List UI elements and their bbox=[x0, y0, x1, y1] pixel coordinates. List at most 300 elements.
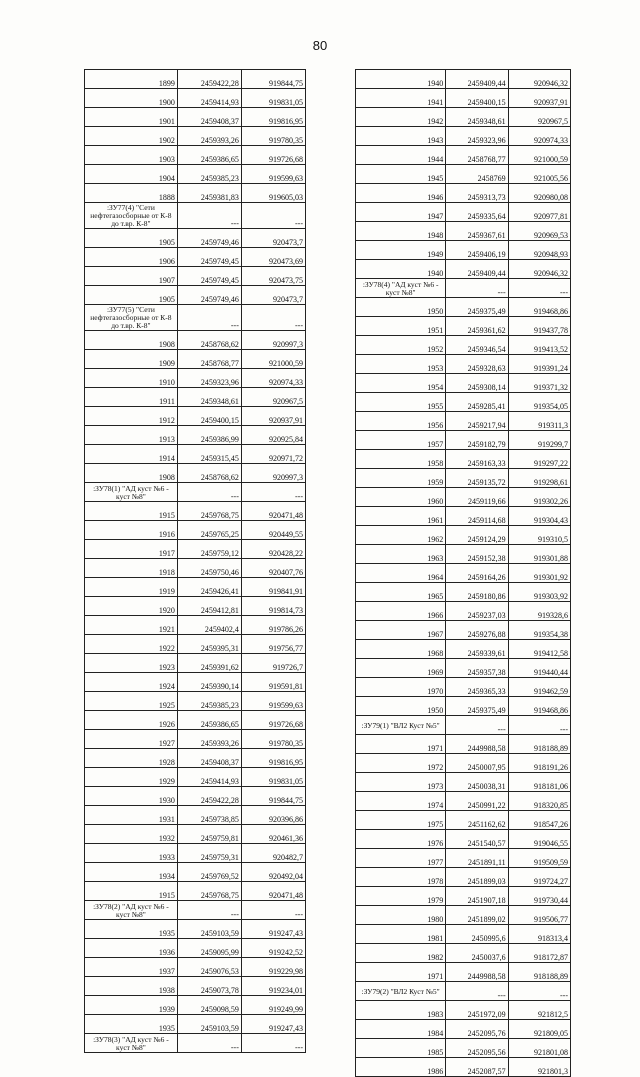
x-coordinate: 2459367,61 bbox=[446, 222, 508, 241]
point-number: 1888 bbox=[85, 184, 178, 203]
table-row bbox=[356, 849, 571, 868]
table-row bbox=[85, 369, 306, 388]
table-row bbox=[85, 863, 306, 882]
x-coordinate: 2459103,59 bbox=[177, 920, 241, 939]
x-coordinate: 2459315,45 bbox=[177, 445, 241, 464]
point-number: 1971 bbox=[356, 963, 446, 982]
table-row bbox=[356, 260, 571, 279]
x-coordinate: 2459095,99 bbox=[177, 939, 241, 958]
point-number: 1936 bbox=[85, 939, 178, 958]
y-coordinate: 919756,77 bbox=[241, 635, 305, 654]
x-coordinate: 2459769,52 bbox=[177, 863, 241, 882]
x-coordinate: 2458769 bbox=[446, 165, 508, 184]
table-row bbox=[85, 673, 306, 692]
table-row bbox=[356, 792, 571, 811]
y-coordinate: 919841,91 bbox=[241, 578, 305, 597]
y-coordinate: 919297,22 bbox=[508, 450, 570, 469]
x-coordinate: --- bbox=[446, 716, 508, 735]
table-row bbox=[85, 616, 306, 635]
table-row bbox=[85, 844, 306, 863]
table-row bbox=[356, 70, 571, 89]
table-row bbox=[85, 559, 306, 578]
table-row bbox=[356, 906, 571, 925]
x-coordinate: 2459765,25 bbox=[177, 521, 241, 540]
point-number: 1917 bbox=[85, 540, 178, 559]
x-coordinate: 2459339,61 bbox=[446, 640, 508, 659]
table-row bbox=[85, 540, 306, 559]
point-number: 1956 bbox=[356, 412, 446, 431]
point-number: 1972 bbox=[356, 754, 446, 773]
x-coordinate: --- bbox=[177, 203, 241, 229]
point-number: 1949 bbox=[356, 241, 446, 260]
point-number: 1939 bbox=[85, 996, 178, 1015]
x-coordinate: 2459409,44 bbox=[446, 70, 508, 89]
table-row bbox=[356, 697, 571, 716]
x-coordinate: 2459408,37 bbox=[177, 108, 241, 127]
point-number: 1979 bbox=[356, 887, 446, 906]
section-header-row bbox=[356, 279, 571, 298]
table-row bbox=[85, 692, 306, 711]
x-coordinate: 2450007,95 bbox=[446, 754, 508, 773]
y-coordinate: 919354,38 bbox=[508, 621, 570, 640]
x-coordinate: --- bbox=[177, 305, 241, 331]
point-number: 1954 bbox=[356, 374, 446, 393]
point-number: 1927 bbox=[85, 730, 178, 749]
y-coordinate: 918320,85 bbox=[508, 792, 570, 811]
point-number: 1974 bbox=[356, 792, 446, 811]
section-header-row bbox=[85, 901, 306, 920]
table-row bbox=[356, 640, 571, 659]
table-row bbox=[85, 635, 306, 654]
point-number: 1980 bbox=[356, 906, 446, 925]
y-coordinate: 920946,32 bbox=[508, 70, 570, 89]
y-coordinate: 919780,35 bbox=[241, 127, 305, 146]
y-coordinate: 920428,22 bbox=[241, 540, 305, 559]
x-coordinate: 2459406,19 bbox=[446, 241, 508, 260]
x-coordinate: 2459365,33 bbox=[446, 678, 508, 697]
point-number: 1923 bbox=[85, 654, 178, 673]
x-coordinate: 2459348,61 bbox=[446, 108, 508, 127]
point-number: 1900 bbox=[85, 89, 178, 108]
x-coordinate: 2459073,78 bbox=[177, 977, 241, 996]
x-coordinate: 2449988,58 bbox=[446, 963, 508, 982]
x-coordinate: 2459426,41 bbox=[177, 578, 241, 597]
point-number: 1942 bbox=[356, 108, 446, 127]
y-coordinate: 920473,69 bbox=[241, 248, 305, 267]
x-coordinate: --- bbox=[177, 1034, 241, 1053]
x-coordinate: 2459750,46 bbox=[177, 559, 241, 578]
x-coordinate: 2459768,75 bbox=[177, 882, 241, 901]
table-row bbox=[85, 578, 306, 597]
x-coordinate: 2458768,62 bbox=[177, 331, 241, 350]
table-row bbox=[356, 203, 571, 222]
x-coordinate: 2459385,23 bbox=[177, 165, 241, 184]
y-coordinate: 921812,5 bbox=[508, 1001, 570, 1020]
x-coordinate: --- bbox=[177, 483, 241, 502]
table-row bbox=[85, 89, 306, 108]
table-row bbox=[85, 426, 306, 445]
y-coordinate: 919412,58 bbox=[508, 640, 570, 659]
point-number: 1938 bbox=[85, 977, 178, 996]
y-coordinate: 921801,08 bbox=[508, 1039, 570, 1058]
point-number: 1947 bbox=[356, 203, 446, 222]
y-coordinate: 920946,32 bbox=[508, 260, 570, 279]
point-number: 1903 bbox=[85, 146, 178, 165]
x-coordinate: 2458768,77 bbox=[177, 350, 241, 369]
y-coordinate: 919780,35 bbox=[241, 730, 305, 749]
point-number: 1971 bbox=[356, 735, 446, 754]
table-row bbox=[85, 977, 306, 996]
point-number: 1961 bbox=[356, 507, 446, 526]
table-row bbox=[356, 773, 571, 792]
table-row bbox=[356, 963, 571, 982]
x-coordinate: 2459285,41 bbox=[446, 393, 508, 412]
x-coordinate: 2459391,62 bbox=[177, 654, 241, 673]
point-number: 1946 bbox=[356, 184, 446, 203]
point-number: 1976 bbox=[356, 830, 446, 849]
point-number: 1906 bbox=[85, 248, 178, 267]
table-row bbox=[85, 146, 306, 165]
table-row bbox=[356, 507, 571, 526]
x-coordinate: --- bbox=[446, 279, 508, 298]
table-row bbox=[356, 222, 571, 241]
x-coordinate: 2451162,62 bbox=[446, 811, 508, 830]
table-row bbox=[356, 621, 571, 640]
y-coordinate: --- bbox=[508, 982, 570, 1001]
table-row bbox=[356, 336, 571, 355]
point-number: 1930 bbox=[85, 787, 178, 806]
table-row bbox=[85, 882, 306, 901]
y-coordinate: 918313,4 bbox=[508, 925, 570, 944]
point-number: 1919 bbox=[85, 578, 178, 597]
x-coordinate: 2459375,49 bbox=[446, 697, 508, 716]
point-number: 1984 bbox=[356, 1020, 446, 1039]
y-coordinate: 919605,03 bbox=[241, 184, 305, 203]
y-coordinate: 919814,73 bbox=[241, 597, 305, 616]
table-row bbox=[85, 787, 306, 806]
y-coordinate: 921809,05 bbox=[508, 1020, 570, 1039]
x-coordinate: 2459400,15 bbox=[446, 89, 508, 108]
x-coordinate: 2452095,76 bbox=[446, 1020, 508, 1039]
point-number: 1905 bbox=[85, 286, 178, 305]
y-coordinate: 920473,7 bbox=[241, 286, 305, 305]
x-coordinate: 2459180,86 bbox=[446, 583, 508, 602]
table-row bbox=[85, 127, 306, 146]
y-coordinate: 920482,7 bbox=[241, 844, 305, 863]
x-coordinate: 2458768,62 bbox=[177, 464, 241, 483]
table-row bbox=[85, 445, 306, 464]
x-coordinate: --- bbox=[446, 982, 508, 1001]
point-number: 1950 bbox=[356, 298, 446, 317]
point-number: 1969 bbox=[356, 659, 446, 678]
x-coordinate: 2459749,45 bbox=[177, 248, 241, 267]
x-coordinate: 2451899,02 bbox=[446, 906, 508, 925]
x-coordinate: 2459385,23 bbox=[177, 692, 241, 711]
y-coordinate: 920449,55 bbox=[241, 521, 305, 540]
table-row bbox=[85, 464, 306, 483]
y-coordinate: 919298,61 bbox=[508, 469, 570, 488]
y-coordinate: 920997,3 bbox=[241, 464, 305, 483]
x-coordinate: 2459414,93 bbox=[177, 768, 241, 787]
section-header-row bbox=[356, 716, 571, 735]
section-title: :ЗУ77(5) "Сети нефтегазосборные от К-8 до т.вр. К-8" bbox=[85, 305, 178, 331]
table-row bbox=[356, 184, 571, 203]
table-row bbox=[85, 597, 306, 616]
table-row bbox=[85, 70, 306, 89]
point-number: 1982 bbox=[356, 944, 446, 963]
point-number: 1937 bbox=[85, 958, 178, 977]
table-row bbox=[356, 317, 571, 336]
y-coordinate: 919591,81 bbox=[241, 673, 305, 692]
point-number: 1940 bbox=[356, 70, 446, 89]
table-row bbox=[356, 298, 571, 317]
table-row bbox=[356, 412, 571, 431]
y-coordinate: 920407,76 bbox=[241, 559, 305, 578]
point-number: 1932 bbox=[85, 825, 178, 844]
y-coordinate: 919413,52 bbox=[508, 336, 570, 355]
point-number: 1966 bbox=[356, 602, 446, 621]
table-row bbox=[356, 1001, 571, 1020]
x-coordinate: 2459768,75 bbox=[177, 502, 241, 521]
x-coordinate: 2452087,57 bbox=[446, 1058, 508, 1077]
point-number: 1935 bbox=[85, 920, 178, 939]
point-number: 1960 bbox=[356, 488, 446, 507]
y-coordinate: 920471,48 bbox=[241, 882, 305, 901]
table-row bbox=[85, 749, 306, 768]
table-row bbox=[356, 1020, 571, 1039]
y-coordinate: 918181,06 bbox=[508, 773, 570, 792]
point-number: 1933 bbox=[85, 844, 178, 863]
x-coordinate: 2459381,83 bbox=[177, 184, 241, 203]
x-coordinate: 2459386,99 bbox=[177, 426, 241, 445]
x-coordinate: 2459182,79 bbox=[446, 431, 508, 450]
point-number: 1921 bbox=[85, 616, 178, 635]
y-coordinate: --- bbox=[241, 483, 305, 502]
y-coordinate: 919506,77 bbox=[508, 906, 570, 925]
table-row bbox=[356, 925, 571, 944]
x-coordinate: 2449988,58 bbox=[446, 735, 508, 754]
table-row bbox=[356, 602, 571, 621]
x-coordinate: 2450991,22 bbox=[446, 792, 508, 811]
point-number: 1986 bbox=[356, 1058, 446, 1077]
x-coordinate: 2459422,28 bbox=[177, 787, 241, 806]
x-coordinate: 2459098,59 bbox=[177, 996, 241, 1015]
point-number: 1981 bbox=[356, 925, 446, 944]
table-row bbox=[356, 678, 571, 697]
x-coordinate: 2459395,31 bbox=[177, 635, 241, 654]
point-number: 1958 bbox=[356, 450, 446, 469]
point-number: 1913 bbox=[85, 426, 178, 445]
y-coordinate: 919301,88 bbox=[508, 545, 570, 564]
y-coordinate: 919354,05 bbox=[508, 393, 570, 412]
x-coordinate: 2451899,03 bbox=[446, 868, 508, 887]
x-coordinate: 2459328,63 bbox=[446, 355, 508, 374]
x-coordinate: 2452095,56 bbox=[446, 1039, 508, 1058]
point-number: 1928 bbox=[85, 749, 178, 768]
x-coordinate: 2459323,96 bbox=[446, 127, 508, 146]
y-coordinate: 919371,32 bbox=[508, 374, 570, 393]
x-coordinate: 2459135,72 bbox=[446, 469, 508, 488]
table-row bbox=[85, 920, 306, 939]
point-number: 1944 bbox=[356, 146, 446, 165]
point-number: 1955 bbox=[356, 393, 446, 412]
x-coordinate: 2459308,14 bbox=[446, 374, 508, 393]
x-coordinate: 2459152,38 bbox=[446, 545, 508, 564]
y-coordinate: 920997,3 bbox=[241, 331, 305, 350]
x-coordinate: 2459393,26 bbox=[177, 127, 241, 146]
section-title: :ЗУ79(1) "ВЛ2 Куст №5" bbox=[356, 716, 446, 735]
y-coordinate: 920974,33 bbox=[508, 127, 570, 146]
section-title: :ЗУ78(4) "АД куст №6 - куст №8" bbox=[356, 279, 446, 298]
point-number: 1925 bbox=[85, 692, 178, 711]
table-row bbox=[356, 1039, 571, 1058]
x-coordinate: 2459323,96 bbox=[177, 369, 241, 388]
table-row bbox=[85, 730, 306, 749]
point-number: 1978 bbox=[356, 868, 446, 887]
y-coordinate: 919310,5 bbox=[508, 526, 570, 545]
x-coordinate: 2451891,11 bbox=[446, 849, 508, 868]
table-row bbox=[356, 450, 571, 469]
table-row bbox=[85, 806, 306, 825]
x-coordinate: 2459749,45 bbox=[177, 267, 241, 286]
table-row bbox=[85, 768, 306, 787]
y-coordinate: 919599,63 bbox=[241, 692, 305, 711]
x-coordinate: 2459759,12 bbox=[177, 540, 241, 559]
table-row bbox=[356, 811, 571, 830]
y-coordinate: 920974,33 bbox=[241, 369, 305, 388]
table-row bbox=[356, 241, 571, 260]
y-coordinate: 921801,3 bbox=[508, 1058, 570, 1077]
y-coordinate: 920977,81 bbox=[508, 203, 570, 222]
table-row bbox=[356, 89, 571, 108]
table-row bbox=[356, 944, 571, 963]
y-coordinate: 919730,44 bbox=[508, 887, 570, 906]
point-number: 1953 bbox=[356, 355, 446, 374]
table-row bbox=[356, 887, 571, 906]
x-coordinate: 2459276,88 bbox=[446, 621, 508, 640]
section-title: :ЗУ78(2) "АД куст №6 - куст №8" bbox=[85, 901, 178, 920]
y-coordinate: 919844,75 bbox=[241, 787, 305, 806]
y-coordinate: 918191,26 bbox=[508, 754, 570, 773]
table-row bbox=[356, 165, 571, 184]
point-number: 1918 bbox=[85, 559, 178, 578]
point-number: 1940 bbox=[356, 260, 446, 279]
x-coordinate: 2451972,09 bbox=[446, 1001, 508, 1020]
point-number: 1909 bbox=[85, 350, 178, 369]
y-coordinate: 919299,7 bbox=[508, 431, 570, 450]
x-coordinate: 2459412,81 bbox=[177, 597, 241, 616]
x-coordinate: 2459759,31 bbox=[177, 844, 241, 863]
section-header-row bbox=[85, 203, 306, 229]
table-row bbox=[356, 393, 571, 412]
y-coordinate: 919844,75 bbox=[241, 70, 305, 89]
table-row bbox=[85, 350, 306, 369]
point-number: 1907 bbox=[85, 267, 178, 286]
x-coordinate: 2459237,03 bbox=[446, 602, 508, 621]
y-coordinate: 919304,43 bbox=[508, 507, 570, 526]
coordinates-table-left bbox=[84, 69, 306, 1053]
point-number: 1962 bbox=[356, 526, 446, 545]
y-coordinate: 920971,72 bbox=[241, 445, 305, 464]
x-coordinate: 2459414,93 bbox=[177, 89, 241, 108]
point-number: 1968 bbox=[356, 640, 446, 659]
x-coordinate: 2459375,49 bbox=[446, 298, 508, 317]
y-coordinate: 921000,59 bbox=[508, 146, 570, 165]
page-number: 80 bbox=[312, 38, 328, 53]
point-number: 1941 bbox=[356, 89, 446, 108]
x-coordinate: 2459163,33 bbox=[446, 450, 508, 469]
x-coordinate: 2459738,85 bbox=[177, 806, 241, 825]
point-number: 1916 bbox=[85, 521, 178, 540]
table-row bbox=[356, 108, 571, 127]
x-coordinate: 2459119,66 bbox=[446, 488, 508, 507]
point-number: 1963 bbox=[356, 545, 446, 564]
section-title: :ЗУ77(4) "Сети нефтегазосборные от К-8 до т.вр. К-8" bbox=[85, 203, 178, 229]
x-coordinate: --- bbox=[177, 901, 241, 920]
y-coordinate: --- bbox=[508, 716, 570, 735]
y-coordinate: 920473,7 bbox=[241, 229, 305, 248]
point-number: 1922 bbox=[85, 635, 178, 654]
x-coordinate: 2459408,37 bbox=[177, 749, 241, 768]
table-row bbox=[356, 754, 571, 773]
x-coordinate: 2459386,65 bbox=[177, 711, 241, 730]
x-coordinate: 2459076,53 bbox=[177, 958, 241, 977]
table-row bbox=[85, 267, 306, 286]
y-coordinate: 919786,26 bbox=[241, 616, 305, 635]
point-number: 1914 bbox=[85, 445, 178, 464]
x-coordinate: 2459164,26 bbox=[446, 564, 508, 583]
point-number: 1931 bbox=[85, 806, 178, 825]
coordinates-table-right bbox=[355, 69, 571, 1077]
x-coordinate: 2450037,6 bbox=[446, 944, 508, 963]
x-coordinate: 2459400,15 bbox=[177, 407, 241, 426]
x-coordinate: 2459409,44 bbox=[446, 260, 508, 279]
point-number: 1924 bbox=[85, 673, 178, 692]
coordinates-table-left-body bbox=[85, 70, 306, 1053]
table-row bbox=[85, 521, 306, 540]
y-coordinate: 919242,52 bbox=[241, 939, 305, 958]
table-row bbox=[356, 469, 571, 488]
point-number: 1910 bbox=[85, 369, 178, 388]
y-coordinate: --- bbox=[241, 1034, 305, 1053]
section-title: :ЗУ78(1) "АД куст №6 - куст №8" bbox=[85, 483, 178, 502]
y-coordinate: 919311,3 bbox=[508, 412, 570, 431]
point-number: 1912 bbox=[85, 407, 178, 426]
y-coordinate: 919599,63 bbox=[241, 165, 305, 184]
table-row bbox=[356, 146, 571, 165]
table-row bbox=[356, 868, 571, 887]
table-row bbox=[85, 331, 306, 350]
table-row bbox=[356, 526, 571, 545]
table-row bbox=[85, 958, 306, 977]
y-coordinate: 920473,75 bbox=[241, 267, 305, 286]
table-row bbox=[356, 127, 571, 146]
x-coordinate: 2459749,46 bbox=[177, 229, 241, 248]
table-row bbox=[356, 545, 571, 564]
y-coordinate: 921000,59 bbox=[241, 350, 305, 369]
point-number: 1911 bbox=[85, 388, 178, 407]
y-coordinate: 919816,95 bbox=[241, 749, 305, 768]
y-coordinate: 920492,04 bbox=[241, 863, 305, 882]
table-row bbox=[85, 184, 306, 203]
y-coordinate: 919303,92 bbox=[508, 583, 570, 602]
y-coordinate: 919302,26 bbox=[508, 488, 570, 507]
y-coordinate: 919301,92 bbox=[508, 564, 570, 583]
y-coordinate: 918547,26 bbox=[508, 811, 570, 830]
x-coordinate: 2459759,81 bbox=[177, 825, 241, 844]
point-number: 1964 bbox=[356, 564, 446, 583]
table-row bbox=[85, 654, 306, 673]
